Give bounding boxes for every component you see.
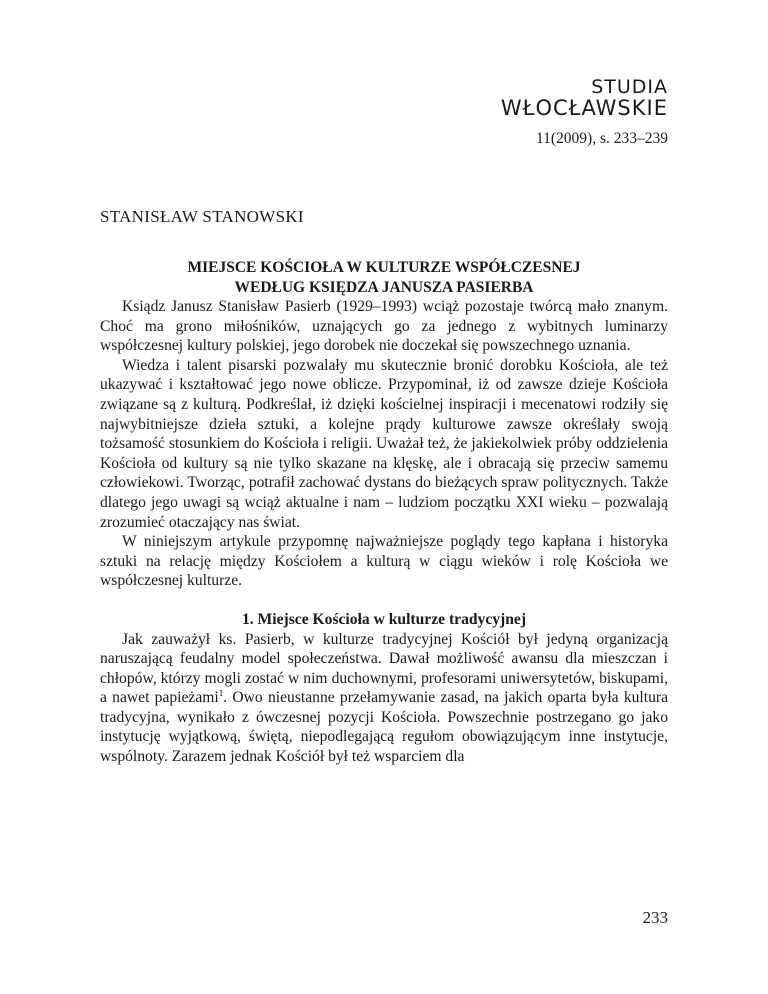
journal-logo — [501, 78, 668, 119]
journal-logo-line1: STUDIA — [591, 76, 668, 98]
paragraph-1: Ksiądz Janusz Stanisław Pasierb (1929–1993) wciąż pozostaje twórcą mało znanym. Choć ma grono miłośników, uznających go za jednego z wybitnych luminarzy współczesnej kultury polskiej, jego dorobek nie doczekał się powszechnego uznania. — [100, 298, 668, 355]
article-body — [100, 297, 668, 767]
article-title-line2: WEDŁUG KSIĘDZA JANUSZA PASIERBA — [234, 279, 534, 296]
footnote-marker: 1 — [218, 688, 224, 699]
paragraph-4 — [100, 630, 668, 767]
paragraph-2: Wiedza i talent pisarski pozwalały mu skutecznie bronić dorobku Kościoła, ale też ukazywać i kształtować jego nowe oblicze. Przypominał, iż od zawsze dzieje Kościoła związane są z kulturą. Podkreślał, iż dzięki kościelnej inspiracji i mecenatowi rodziły się najwybitniejsze dzieła sztuki, a kolejne prądy kulturowe zawsze określały swoją tożsamość stosunkiem do Kościoła i religii. Uważał też, że jakiekolwiek próby oddzielenia Kościoła od kultury są nie tylko skazane na klęskę, ale i obracają się przeciw samemu człowiekowi. Tworząc, potrafił zachować dystans do bieżących spraw politycznych. Także dlatego jego uwagi są wciąż aktualne i nam – ludziom początku XXI wieku – pozwalają zrozumieć otaczający nas świat. — [100, 356, 668, 531]
citation: 11(2009), s. 233–239 — [535, 130, 668, 147]
paragraph-4-text-b: . Owo nieustanne przełamywanie zasad, na jakich oparta była kultura tradycyjna, wynikało z ówczesnej pozycji Kościoła. Powszechnie postrzegano go jako instytucję wyjątkową, świętą, niepodlegającą regułom obowiązującym inne instytucje, wspólnoty. Zarazem jednak Kościół był też wsparciem dla — [100, 689, 669, 766]
page-number: 233 — [642, 908, 668, 927]
article-title-line1: MIEJSCE KOŚCIOŁA W KULTURZE WSPÓŁCZESNEJ — [187, 259, 581, 276]
paragraph-3: W niniejszym artykule przypomnę najważniejsze poglądy tego kapłana i historyka sztuki na relację między Kościołem a kulturą w ciągu wieków i rolę Kościoła we współczesnej kulturze. — [100, 533, 668, 590]
section-spacer — [100, 591, 668, 610]
article-title — [100, 258, 668, 298]
section-heading: 1. Miejsce Kościoła w kulturze tradycyjnej — [241, 610, 527, 628]
author-name: STANISŁAW STANOWSKI — [100, 207, 304, 226]
paragraph-4-text-a: Jak zauważył ks. Pasierb, w kulturze tradycyjnej Kościół był jedyną organizacją naruszającą feudalny model społeczeństwa. Dawał możliwość awansu dla mieszczan i chłopów, którzy mogli zostać w nim duchownymi, profesorami uniwersytetów, biskupami, a nawet papieżami — [100, 630, 668, 707]
journal-logo-line2: WŁOCŁAWSKIE — [500, 96, 668, 120]
